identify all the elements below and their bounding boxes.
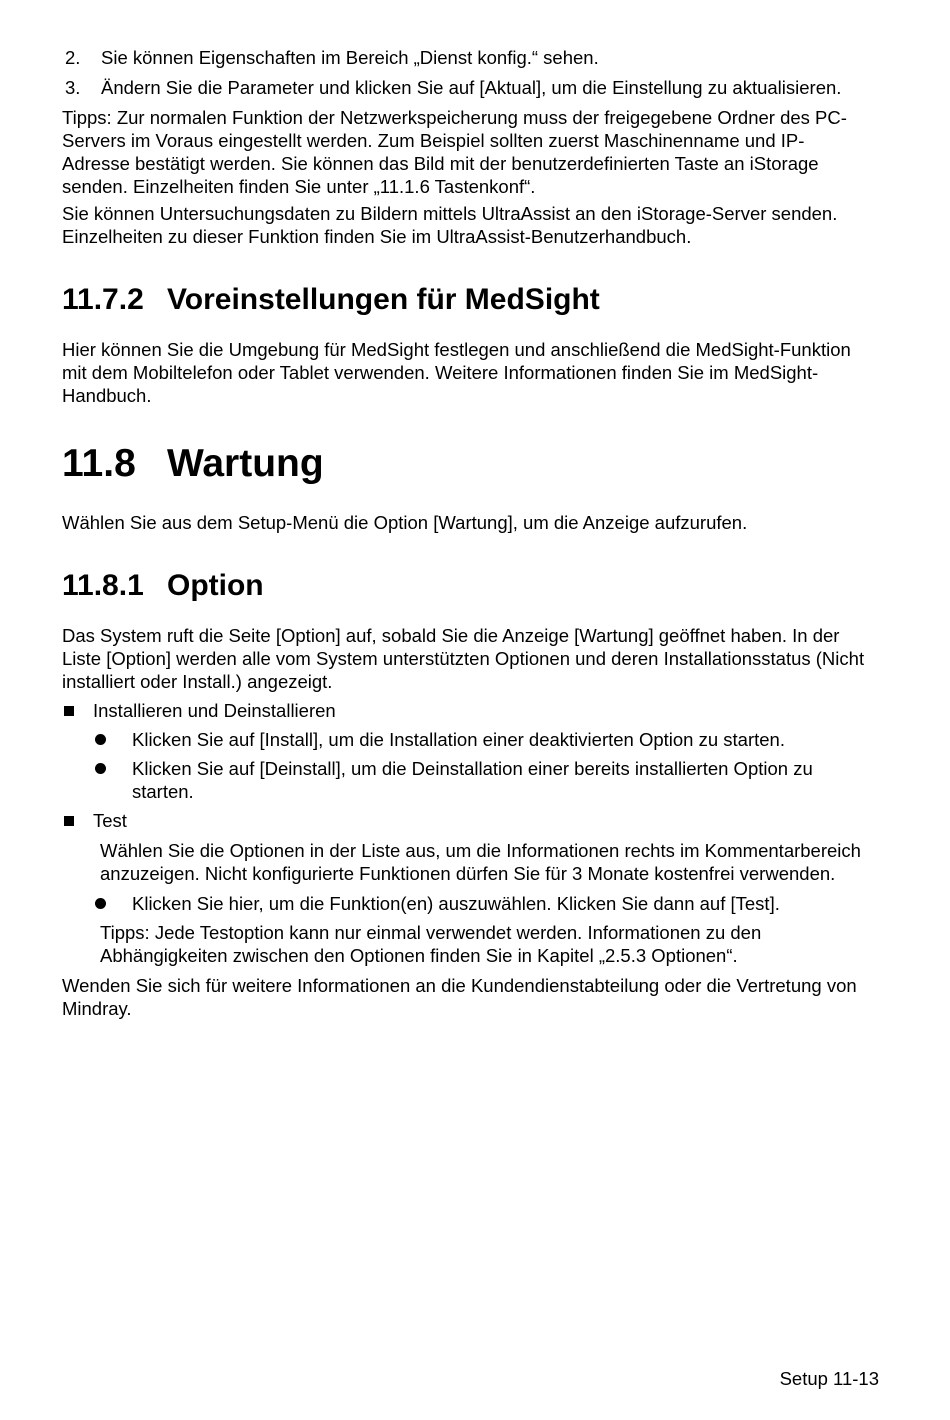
closing-paragraph: Wenden Sie sich für weitere Informationen an die Kundendienstabteilung oder die Vertretung von Mindray. xyxy=(62,975,857,1019)
list-item xyxy=(65,46,872,69)
test-bullet-text: Klicken Sie hier, um die Funktion(en) auszuwählen. Klicken Sie dann auf [Test]. xyxy=(132,893,780,914)
section-title: Wartung xyxy=(167,442,324,485)
section-number: 11.7.2 xyxy=(62,283,144,316)
test-paragraph: Wählen Sie die Optionen in der Liste aus, um die Informationen rechts im Kommentarbereich anzuzeigen. Nicht konfigurierte Funktionen dürfen Sie für 3 Monate kostenfrei verwenden. xyxy=(100,840,861,884)
test-tips-paragraph: Tipps: Jede Testoption kann nur einmal verwendet werden. Informationen zu den Abhängigkeiten zwischen den Optionen finden Sie in Kapitel „2.5.3 Optionen“. xyxy=(100,922,762,966)
test-bullet-item xyxy=(62,892,872,915)
medsight-paragraph: Hier können Sie die Umgebung für MedSight festlegen und anschließend die MedSight-Funktion mit dem Mobiltelefon oder Tablet verwenden. Weitere Informationen finden Sie im MedSight-Handbuch. xyxy=(62,339,851,406)
section-number: 11.8.1 xyxy=(62,569,144,602)
wartung-paragraph: Wählen Sie aus dem Setup-Menü die Option [Wartung], um die Anzeige aufzurufen. xyxy=(62,512,748,533)
uninstall-bullet-text: Klicken Sie auf [Deinstall], um die Deinstallation einer bereits installierten Option zu starten. xyxy=(132,758,813,802)
square-bullet-icon xyxy=(64,816,74,826)
test-heading: Test xyxy=(93,810,127,831)
round-bullet-icon xyxy=(95,763,106,774)
list-item xyxy=(65,76,872,99)
list-text: Sie können Eigenschaften im Bereich „Dienst konfig.“ sehen. xyxy=(101,47,599,68)
install-heading-item xyxy=(62,699,872,722)
round-bullet-icon xyxy=(95,898,106,909)
section-heading-11-8 xyxy=(62,441,872,487)
option-paragraph: Das System ruft die Seite [Option] auf, sobald Sie die Anzeige [Wartung] geöffnet haben. In der Liste [Option] werden alle vom System unterstützten Optionen und deren Installationsstatus (Nicht installiert oder Install.) angezeigt. xyxy=(62,625,865,692)
section-title: Voreinstellungen für MedSight xyxy=(167,283,600,316)
tips-network-paragraph: Tipps: Zur normalen Funktion der Netzwerkspeicherung muss der freigegebene Ordner des PC-Servers im Voraus eingestellt werden. Zum Beispiel sollten zuerst Maschinenname und IP-Adresse bestätigt werden. Sie können das Bild mit der benutzerdefinierten Taste an iStorage senden. Einzelheiten finden Sie unter „11.1.6 Tastenkonf“. xyxy=(62,107,847,197)
section-number: 11.8 xyxy=(62,442,136,485)
page-content xyxy=(62,46,872,1024)
round-bullet-icon xyxy=(95,734,106,745)
list-number: 3. xyxy=(65,77,81,98)
install-heading: Installieren und Deinstallieren xyxy=(93,700,336,721)
section-heading-11-7-2 xyxy=(62,282,872,318)
list-text: Ändern Sie die Parameter und klicken Sie auf [Aktual], um die Einstellung zu aktualisieren. xyxy=(101,77,842,98)
ultraassist-paragraph: Sie können Untersuchungsdaten zu Bildern mittels UltraAssist an den iStorage-Server senden. Einzelheiten zu dieser Funktion finden Sie im UltraAssist-Benutzerhandbuch. xyxy=(62,203,838,247)
list-number: 2. xyxy=(65,47,81,68)
uninstall-bullet-item xyxy=(62,757,872,803)
install-bullet-text: Klicken Sie auf [Install], um die Installation einer deaktivierten Option zu starten. xyxy=(132,729,785,750)
square-bullet-icon xyxy=(64,706,74,716)
test-heading-item xyxy=(62,809,872,832)
section-heading-11-8-1 xyxy=(62,568,872,604)
page-footer: Setup 11-13 xyxy=(779,1368,879,1389)
install-bullet-item xyxy=(62,728,872,751)
section-title: Option xyxy=(167,569,264,602)
